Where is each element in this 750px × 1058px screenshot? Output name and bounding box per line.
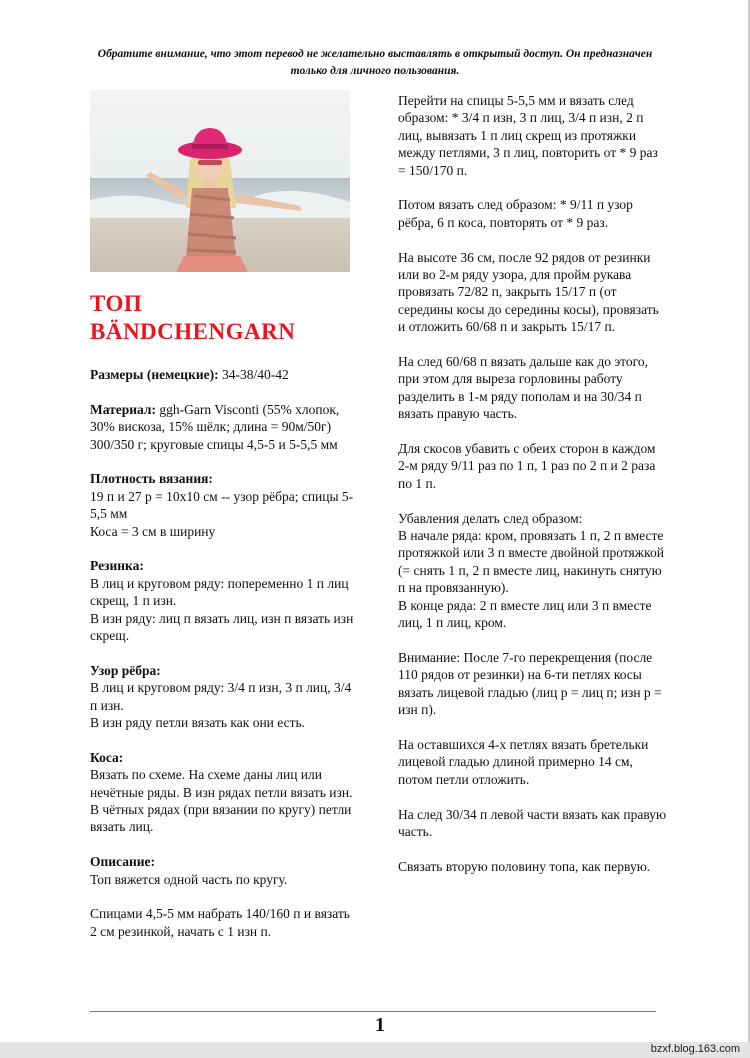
rib-line-1: В лиц и круговом ряду: попеременно 1 п лиц скрещ, 1 п изн. [90,575,349,609]
material-value: ggh-Garn Visconti (55% хлопок, 30% вискоза, 15% шёлк; длина = 90м/50г) 300/350 г; круговые спицы 4,5-5 и 5-5,5 мм [90,401,340,452]
material-label: Материал: [90,401,156,417]
footer-divider [90,1011,656,1012]
bevel-paragraph: Для скосов убавить с обеих сторон в каждом 2-м ряду 9/11 раз по 1 п, 1 раз по 2 п и 2 раза по 1 п. [398,441,656,491]
copyright-notice: Обратите внимание, что этот перевод не желательно выставлять в открытый доступ. Он предназначен только для личного пользования. [97,48,653,77]
page-title [90,290,370,346]
right-column [398,92,668,893]
rib-label: Резинка: [90,558,144,574]
gauge-line-2: Коса = 3 см в ширину [90,523,216,539]
decrease-row-start: В начале ряда: кром, провязать 1 п, 2 п вместе протяжкой или 3 п вместе двойной протяжкой (= снять 1 п, 2 п вместе лиц, накинуть снятую п на провязанную). [398,528,664,596]
gauge-line-1: 19 п и 27 р = 10х10 см -- узор рёбра; спицы 5-5,5 мм [90,488,354,522]
cable-label: Коса: [90,749,124,765]
watermark-bar [0,1042,750,1058]
rib-paragraph [90,557,360,644]
title-line-2: BÄNDCHENGARN [90,319,296,344]
cast-on-paragraph: Спицами 4,5-5 мм набрать 140/160 п и вязать 2 см резинкой, начать с 1 изн п. [90,906,350,939]
description-line-1: Топ вяжется одной часть по кругу. [90,871,288,887]
sizes-paragraph [90,366,360,383]
ridge-label: Узор рёбра: [90,662,161,678]
title-line-1: ТОП [90,291,143,316]
page-number: 1 [375,1014,385,1036]
ridge-paragraph [90,662,360,732]
description-label: Описание: [90,854,156,870]
decrease-row-end: В конце ряда: 2 п вместе лиц или 3 п вместе лиц, 1 п лиц, кром. [398,597,652,631]
material-paragraph [90,401,360,453]
left-column [90,366,360,958]
rib-line-2: В изн ряду: лиц п вязать лиц, изн п вязать изн скрещ. [90,610,354,644]
sizes-label: Размеры (немецкие): [90,367,219,382]
gauge-label: Плотность вязания: [90,471,213,487]
left-part-paragraph: На след 30/34 п левой части вязать как правую часть. [398,806,667,839]
straps-paragraph: На оставшихся 4-х петлях вязать бретельки лицевой гладью длиной примерно 14 см, потом петли отложить. [398,736,649,787]
decrease-paragraph [398,510,668,632]
needles-paragraph: Перейти на спицы 5-5,5 мм и вязать след образом: * 3/4 п изн, 3 п лиц, 3/4 п изн, 2 п лиц, вывязать 1 п лиц скрещ из протяжки между петлями, 3 п лиц, повторить от * 9 раз = 150/170 п. [398,93,658,178]
cable-paragraph [90,749,360,836]
neckline-paragraph: На след 60/68 п вязать дальше как до этого, при этом для выреза горловины работу разделить в 1-м ряду пополам и на 30/34 п вязать правую часть. [398,354,648,422]
pattern-paragraph: Потом вязать след образом: * 9/11 п узор рёбра, 6 п коса, повторять от * 9 раз. [398,197,633,230]
decrease-intro: Убавления делать след образом: [398,510,583,526]
attention-paragraph: Внимание: После 7-го перекрещения (после 110 рядов от резинки) на 6-ти петлях косы вязать лицевой гладью (лиц р = лиц п; изн р = изн п). [398,649,662,718]
ridge-line-2: В изн ряду петли вязать как они есть. [90,715,306,731]
woman-in-pink-hat-photo [90,90,350,272]
sizes-value: 34-38/40-42 [218,367,289,382]
watermark-text: bzxf.blog.163.com [650,1043,740,1055]
description-paragraph [90,853,360,888]
cable-text: Вязать по схеме. На схеме даны лиц или нечётные ряды. В изн рядах петли вязать изн. В чётных рядах (при вязании по кругу) петли вязать лиц. [90,767,353,835]
second-half-paragraph: Связать вторую половину топа, как первую. [398,858,651,874]
gauge-paragraph [90,470,360,540]
ridge-line-1: В лиц и круговом ряду: 3/4 п изн, 3 п лиц, 3/4 п изн. [90,680,352,713]
armhole-paragraph: На высоте 36 см, после 92 рядов от резинки или во 2-м ряду узора, для пройм рукава провязать 72/82 п, закрыть 15/17 п (от середины косы до середины косы), провязать и отложить 60/68 п и закрыть 15/17 п. [398,249,659,335]
